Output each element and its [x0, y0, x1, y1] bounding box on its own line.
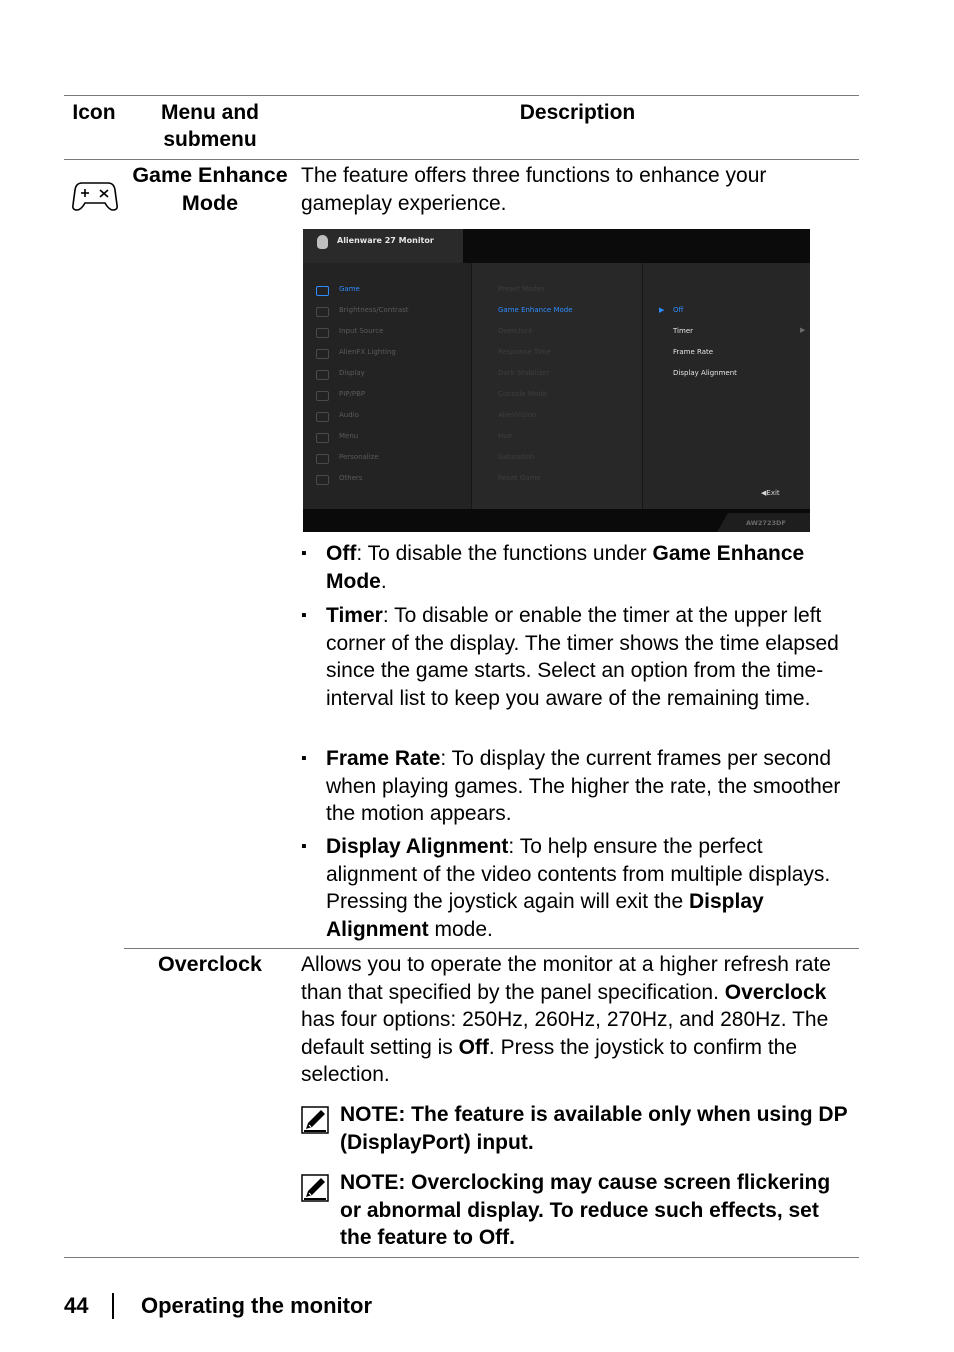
bullet-text: : To disable the functions under: [356, 542, 653, 565]
overclock-text: . Press the joystick to confirm the selection.: [301, 1035, 798, 1086]
osd-fx-icon: [316, 349, 329, 359]
menu-overclock: Overclock: [158, 952, 262, 976]
osd-audio-icon: [316, 412, 329, 422]
osd-middle-item: Saturation: [498, 453, 535, 461]
osd-left-item: Display: [339, 369, 365, 377]
bullet-marker: ▪: [301, 607, 307, 624]
page-number: 44: [64, 1293, 89, 1318]
osd-left-item: AlienFX Lighting: [339, 348, 396, 356]
osd-left-item: Input Source: [339, 327, 384, 335]
osd-middle-item: Dark Stabilizer: [498, 369, 550, 377]
osd-middle-column: [472, 263, 642, 509]
bullet-term: Off: [326, 542, 357, 565]
osd-middle-item: Game Enhance Mode: [498, 306, 573, 314]
footer-separator: [112, 1293, 114, 1319]
footer-section-title: Operating the monitor: [141, 1293, 372, 1318]
osd-chevron-right-icon: ▶: [800, 326, 806, 334]
osd-right-item: Off: [673, 306, 684, 314]
note-pencil-icon: [301, 1174, 329, 1202]
bullet-term: Frame Rate: [326, 747, 441, 770]
note-displayport: NOTE: The feature is available only when using DP (DisplayPort) input.: [340, 1103, 848, 1154]
overclock-text: has four options: 250Hz, 260Hz, 270Hz, and 280Hz. The default setting is: [301, 1008, 829, 1059]
osd-left-item: Brightness/Contrast: [339, 306, 409, 314]
alienware-logo-icon: [317, 235, 328, 249]
game-enhance-intro: The feature offers three functions to enhance your gameplay experience.: [301, 164, 767, 215]
overclock-description: [301, 951, 856, 1089]
header-menu: Menu and submenu: [161, 101, 259, 151]
bullet-marker: ▪: [301, 545, 307, 562]
menu-game-enhance-mode: Game Enhance Mode: [132, 163, 288, 215]
header-description: Description: [519, 101, 636, 124]
bullet-text: : To disable or enable the timer at the upper left corner of the display. The timer shows the time elapsed since the game starts. Select an option from the time-interval list to keep you aware of the remaining time.: [326, 604, 839, 710]
header-bottom-rule: [64, 159, 859, 160]
bullet-text: : To display the current frames per second when playing games. The higher the rate, the smoother the motion appears.: [326, 747, 841, 825]
osd-model: AW2723DF: [746, 519, 786, 527]
bullet-marker: ▪: [301, 750, 307, 767]
osd-exit: [761, 489, 780, 497]
osd-left-item: Audio: [339, 411, 359, 419]
overclock-term: Off: [458, 1035, 489, 1059]
osd-pip-icon: [316, 391, 329, 401]
osd-menu-icon: [316, 433, 329, 443]
osd-middle-item: Response Time: [498, 348, 551, 356]
osd-middle-item: Overclock: [498, 327, 533, 335]
osd-left-item: Others: [339, 474, 363, 482]
osd-star-icon: [316, 454, 329, 464]
row-separator-rule: [124, 948, 859, 949]
osd-middle-item: AlienVision: [498, 411, 537, 419]
osd-right-item: Display Alignment: [673, 369, 737, 377]
osd-selected-arrow-icon: ▶: [659, 306, 665, 314]
bullet-text: .: [380, 569, 387, 593]
osd-input-icon: [316, 328, 329, 338]
osd-left-item: Personalize: [339, 453, 379, 461]
osd-display-icon: [316, 370, 329, 380]
osd-middle-item: Console Mode: [498, 390, 548, 398]
bullet-text: : To help ensure the perfect alignment of the video contents from multiple displays. Pressing the joystick again will exit the: [326, 835, 831, 913]
osd-right-column: [643, 263, 810, 509]
bullet-term: Game Enhance Mode: [326, 542, 805, 593]
note-pencil-icon: [301, 1106, 329, 1134]
header-icon: Icon: [72, 101, 116, 124]
osd-left-item: Menu: [339, 432, 359, 440]
osd-left-item: Game: [339, 285, 360, 293]
table-bottom-rule: [64, 1257, 859, 1258]
osd-title: Alienware 27 Monitor: [337, 236, 434, 245]
bullet-text: mode.: [428, 917, 493, 941]
osd-left-item: PIP/PBP: [339, 390, 366, 398]
osd-game-icon: [316, 286, 329, 296]
osd-middle-item: Hue: [498, 432, 513, 440]
overclock-text: Allows you to operate the monitor at a higher refresh rate than that specified by the panel specification.: [301, 953, 831, 1004]
bullet-term: Timer: [326, 604, 383, 627]
osd-right-item: Frame Rate: [673, 348, 714, 356]
osd-exit-label: Exit: [766, 489, 780, 497]
osd-brightness-icon: [316, 307, 329, 317]
bullet-term: Display Alignment: [326, 835, 509, 858]
overclock-term: Overclock: [724, 980, 827, 1004]
osd-others-icon: [316, 475, 329, 485]
note-overclocking-flicker: NOTE: Overclocking may cause screen flickering or abnormal display. To reduce such effects, set the feature to Off.: [340, 1171, 831, 1249]
osd-middle-item: Reset Game: [498, 474, 541, 482]
osd-middle-item: Preset Modes: [498, 285, 545, 293]
osd-screenshot: [303, 229, 810, 532]
osd-right-item: Timer: [673, 327, 694, 335]
osd-back-arrow-icon: ◀: [761, 489, 767, 497]
bullet-term: Display Alignment: [326, 890, 764, 941]
table-top-rule: [64, 95, 859, 96]
gamepad-icon: [72, 180, 118, 212]
osd-left-column: [303, 263, 471, 509]
bullet-marker: ▪: [301, 838, 307, 855]
